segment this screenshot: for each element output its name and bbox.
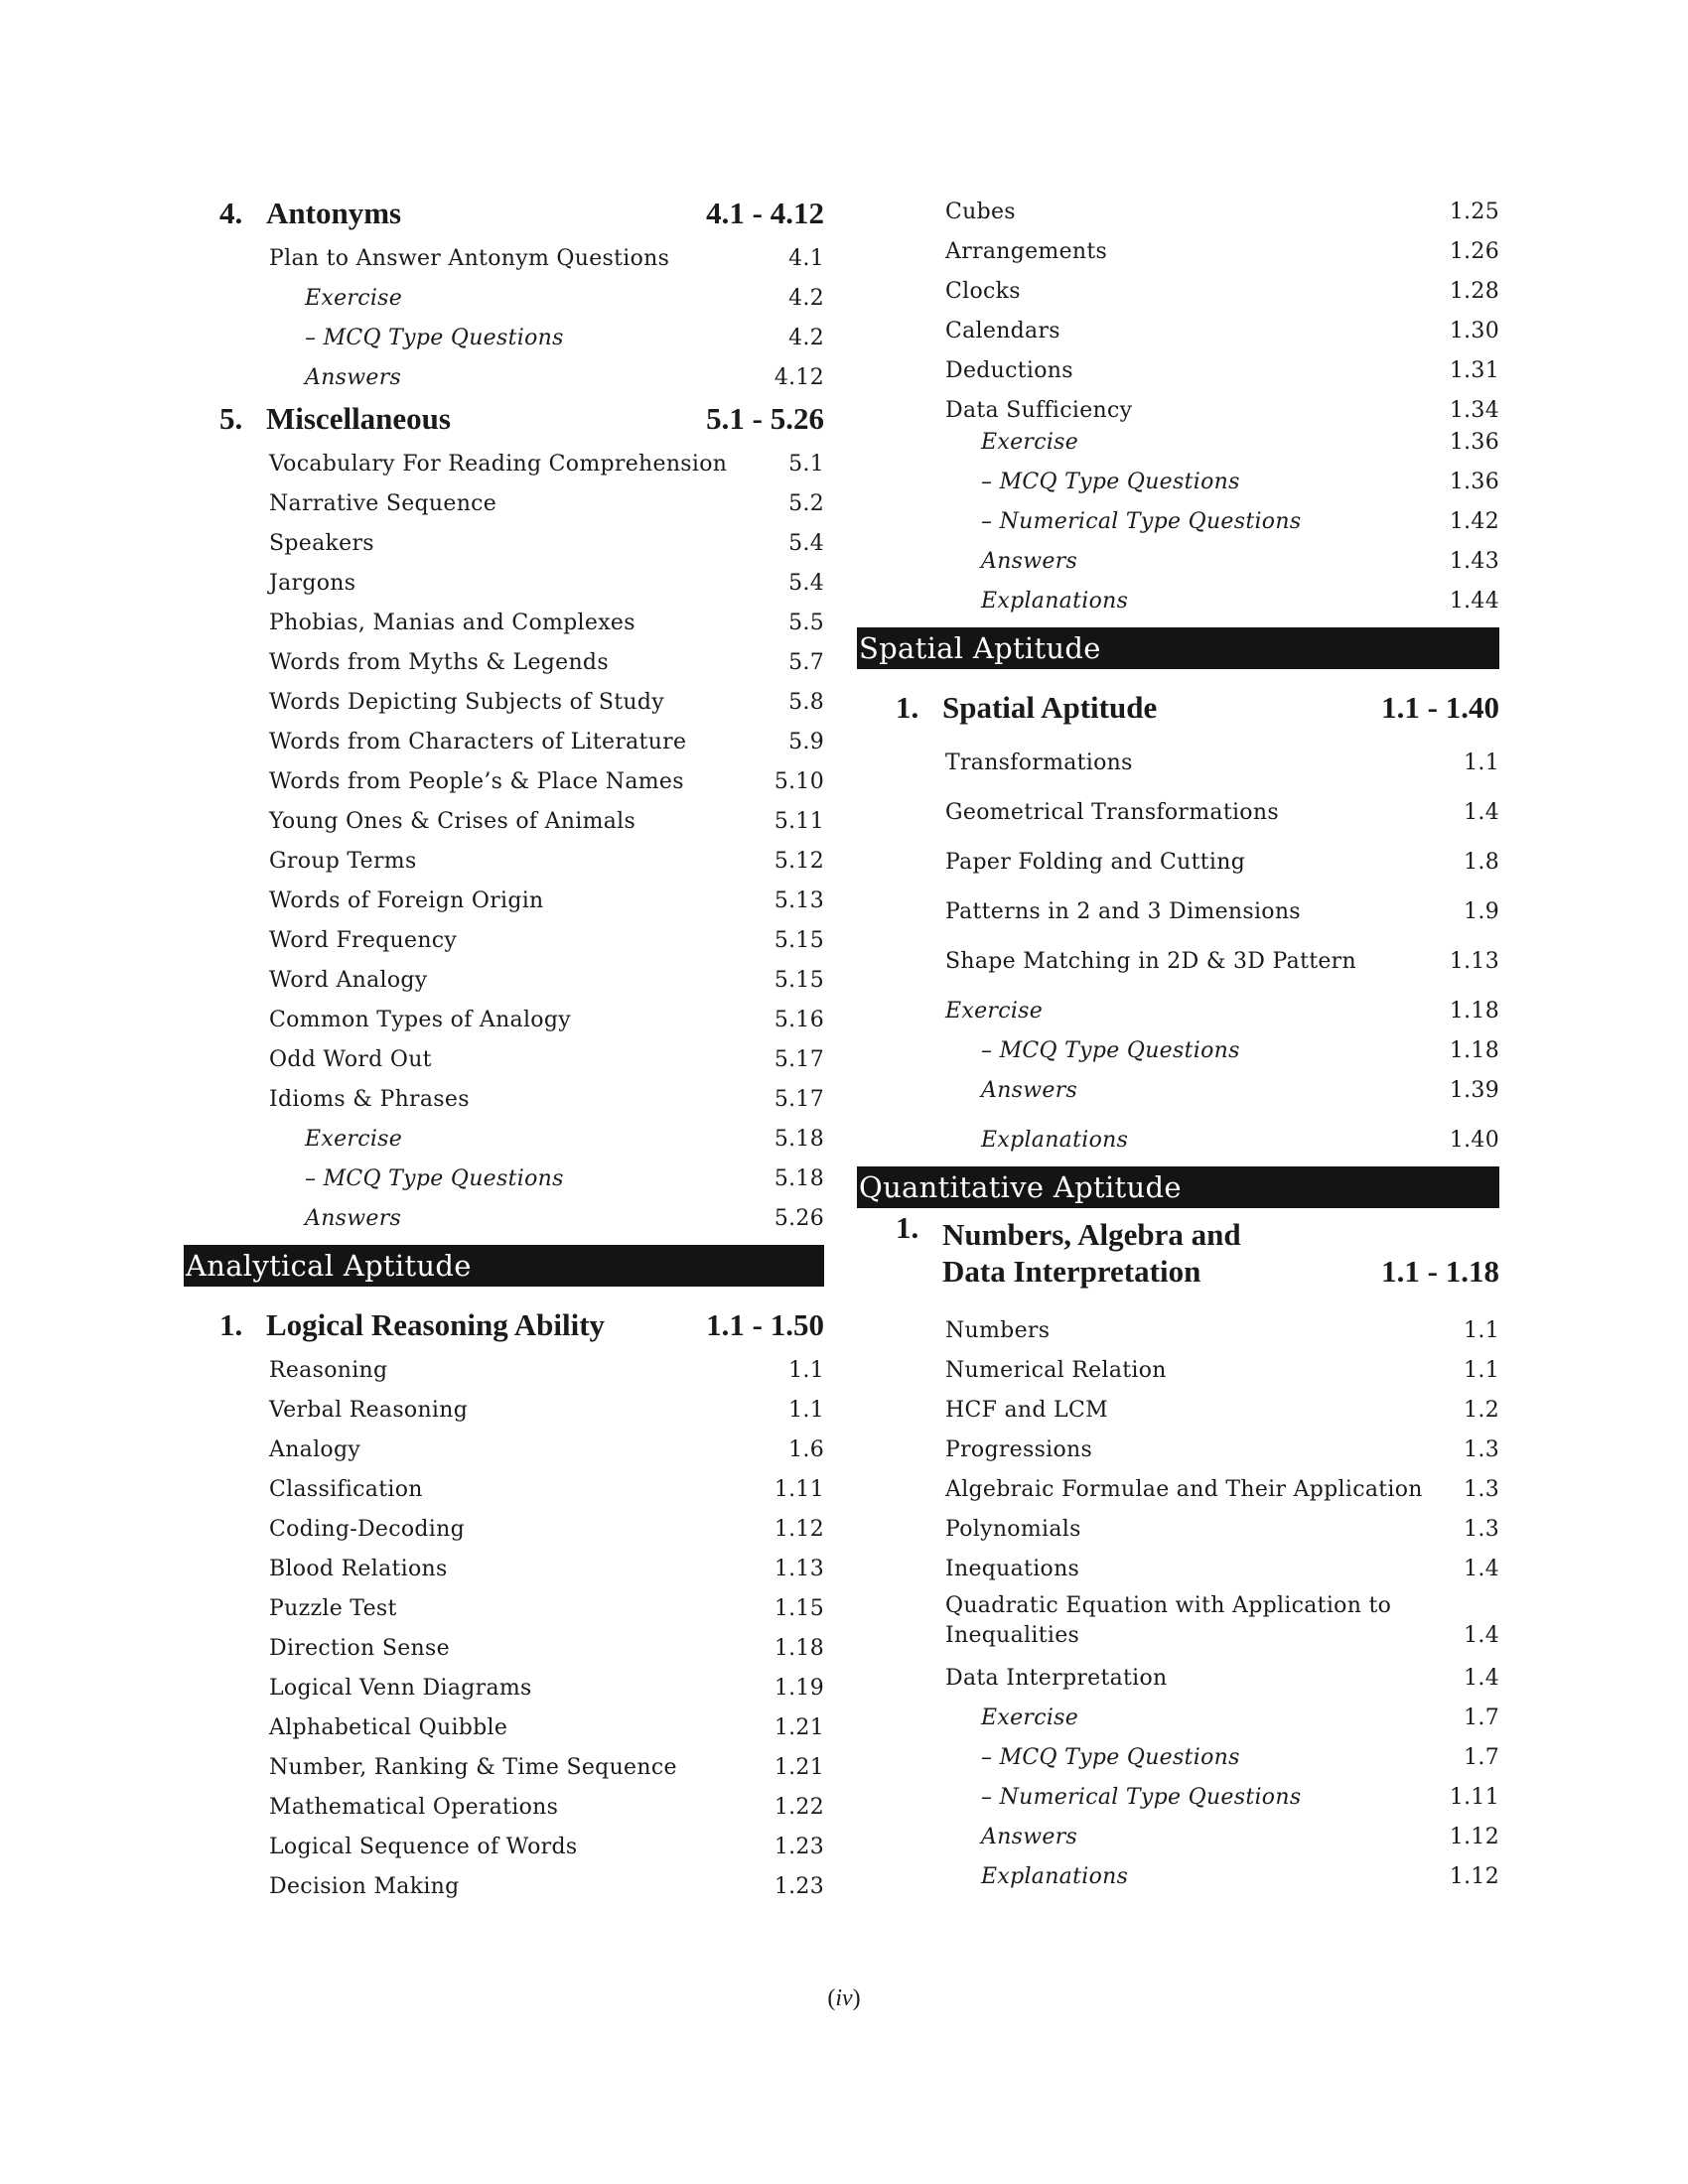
toc-entry-answers[interactable]: Answers 1.39	[981, 1078, 1499, 1103]
chapter-title: Spatial Aptitude	[942, 690, 1158, 725]
toc-entry[interactable]: Shape Matching in 2D & 3D Pattern 1.13	[945, 949, 1499, 974]
toc-entry-exercise[interactable]: Exercise 1.36	[981, 430, 1499, 455]
toc-entry[interactable]: Data Interpretation 1.4	[945, 1666, 1499, 1691]
toc-entry[interactable]: Number, Ranking & Time Sequence 1.21	[269, 1755, 824, 1780]
toc-entry-explanations[interactable]: Explanations 1.40	[981, 1128, 1499, 1153]
toc-entry[interactable]: Idioms & Phrases 5.17	[269, 1087, 824, 1112]
toc-entry[interactable]: Group Terms 5.12	[269, 849, 824, 874]
toc-entry[interactable]: Plan to Answer Antonym Questions 4.1	[269, 246, 824, 271]
toc-entry[interactable]: Numbers 1.1	[945, 1318, 1499, 1343]
toc-entry[interactable]: Data Sufficiency 1.34	[945, 398, 1499, 423]
toc-entry[interactable]: Calendars 1.30	[945, 319, 1499, 343]
toc-entry[interactable]: Blood Relations 1.13	[269, 1557, 824, 1581]
toc-right-column	[860, 185, 1499, 1889]
toc-entry[interactable]: Progressions 1.3	[945, 1437, 1499, 1462]
chapter-number: 1.	[896, 1210, 919, 1245]
toc-left-column	[184, 185, 824, 1899]
toc-entry[interactable]: Decision Making 1.23	[269, 1874, 824, 1899]
toc-entry[interactable]: Puzzle Test 1.15	[269, 1596, 824, 1621]
toc-entry-explanations[interactable]: Explanations 1.44	[981, 589, 1499, 614]
toc-entry-mcq[interactable]: – MCQ Type Questions 5.18	[305, 1166, 824, 1191]
toc-entry[interactable]: Logical Sequence of Words 1.23	[269, 1835, 824, 1859]
toc-entry[interactable]: Numerical Relation 1.1	[945, 1358, 1499, 1383]
toc-entry-mcq[interactable]: – MCQ Type Questions 1.36	[981, 470, 1499, 494]
toc-entry[interactable]: Reasoning 1.1	[269, 1358, 824, 1383]
toc-entry[interactable]: Word Analogy 5.15	[269, 968, 824, 993]
toc-entry[interactable]: Arrangements 1.26	[945, 239, 1499, 264]
section-header-spatial-aptitude: Spatial Aptitude	[857, 627, 1499, 669]
chapter-title: Logical Reasoning Ability	[266, 1307, 606, 1342]
chapter-heading-logical-reasoning[interactable]	[184, 1297, 824, 1343]
chapter-page-range: 1.1 - 1.40	[1381, 690, 1499, 725]
chapter-page-range: 5.1 - 5.26	[706, 401, 824, 436]
toc-entry[interactable]: Verbal Reasoning 1.1	[269, 1398, 824, 1423]
toc-entry[interactable]: Speakers 5.4	[269, 531, 824, 556]
toc-entry[interactable]: Words of Foreign Origin 5.13	[269, 888, 824, 913]
toc-entry[interactable]: Coding-Decoding 1.12	[269, 1517, 824, 1542]
chapter-title-line-1: Numbers, Algebra and	[942, 1217, 1241, 1252]
section-header-analytical-aptitude: Analytical Aptitude	[184, 1245, 824, 1287]
chapter-title: Miscellaneous	[266, 401, 451, 436]
toc-entry[interactable]: Quadratic Equation with Application to Inequalities 1.4	[945, 1593, 1499, 1648]
toc-entry-exercise[interactable]: Exercise 4.2	[305, 286, 824, 311]
toc-entry[interactable]: Words from Myths & Legends 5.7	[269, 650, 824, 675]
toc-entry[interactable]: Mathematical Operations 1.22	[269, 1795, 824, 1820]
toc-entry-exercise[interactable]: Exercise 5.18	[305, 1127, 824, 1152]
toc-entry[interactable]: Jargons 5.4	[269, 571, 824, 596]
toc-entry[interactable]: Algebraic Formulae and Their Application 1.3	[945, 1477, 1499, 1502]
page-number: (iv)	[827, 1985, 861, 2011]
toc-entry[interactable]: Analogy 1.6	[269, 1437, 824, 1462]
toc-entry[interactable]: Phobias, Manias and Complexes 5.5	[269, 611, 824, 635]
chapter-heading-antonyms[interactable]	[184, 185, 824, 231]
chapter-page-range: 1.1 - 1.50	[706, 1307, 824, 1342]
toc-entry[interactable]: Words from Characters of Literature 5.9	[269, 730, 824, 754]
toc-entry[interactable]: Patterns in 2 and 3 Dimensions 1.9	[945, 899, 1499, 924]
chapter-page-range: 1.1 - 1.18	[1381, 1254, 1499, 1289]
toc-entry[interactable]: HCF and LCM 1.2	[945, 1398, 1499, 1423]
toc-entry-exercise[interactable]: Exercise 1.18	[945, 999, 1499, 1024]
toc-entry[interactable]: Direction Sense 1.18	[269, 1636, 824, 1661]
chapter-number: 1.	[896, 690, 919, 725]
toc-entry-numerical[interactable]: – Numerical Type Questions 1.42	[981, 509, 1499, 534]
toc-entry[interactable]: Inequations 1.4	[945, 1557, 1499, 1581]
section-header-quantitative-aptitude: Quantitative Aptitude	[857, 1166, 1499, 1208]
chapter-title	[942, 1216, 1381, 1290]
toc-entry-explanations[interactable]: Explanations 1.12	[981, 1864, 1499, 1889]
toc-entry[interactable]: Vocabulary For Reading Comprehension 5.1	[269, 452, 824, 477]
toc-entry-answers[interactable]: Answers 4.12	[305, 365, 824, 390]
chapter-heading-miscellaneous[interactable]	[184, 390, 824, 437]
chapter-page-range: 4.1 - 4.12	[706, 196, 824, 230]
toc-entry[interactable]: Geometrical Transformations 1.4	[945, 800, 1499, 825]
toc-entry[interactable]: Word Frequency 5.15	[269, 928, 824, 953]
toc-entry[interactable]: Words from People’s & Place Names 5.10	[269, 769, 824, 794]
toc-entry[interactable]: Odd Word Out 5.17	[269, 1047, 824, 1072]
toc-entry-answers[interactable]: Answers 5.26	[305, 1206, 824, 1231]
toc-entry[interactable]: Young Ones & Crises of Animals 5.11	[269, 809, 824, 834]
toc-entry[interactable]: Cubes 1.25	[945, 200, 1499, 224]
toc-entry-mcq[interactable]: – MCQ Type Questions 1.7	[981, 1745, 1499, 1770]
chapter-heading-spatial-aptitude[interactable]	[860, 679, 1499, 726]
toc-entry[interactable]: Clocks 1.28	[945, 279, 1499, 304]
toc-entry[interactable]: Logical Venn Diagrams 1.19	[269, 1676, 824, 1701]
toc-entry-answers[interactable]: Answers 1.43	[981, 549, 1499, 574]
toc-entry[interactable]: Words Depicting Subjects of Study 5.8	[269, 690, 824, 715]
chapter-number: 4.	[219, 196, 243, 230]
toc-entry[interactable]: Polynomials 1.3	[945, 1517, 1499, 1542]
chapter-title-line-2: Data Interpretation	[942, 1254, 1201, 1289]
chapter-number: 1.	[219, 1307, 243, 1342]
toc-entry-exercise[interactable]: Exercise 1.7	[981, 1706, 1499, 1730]
toc-entry-numerical[interactable]: – Numerical Type Questions 1.11	[981, 1785, 1499, 1810]
chapter-number: 5.	[219, 401, 243, 436]
toc-entry[interactable]: Narrative Sequence 5.2	[269, 491, 824, 516]
toc-entry-mcq[interactable]: – MCQ Type Questions 1.18	[981, 1038, 1499, 1063]
toc-entry-answers[interactable]: Answers 1.12	[981, 1825, 1499, 1849]
toc-entry[interactable]: Transformations 1.1	[945, 751, 1499, 775]
toc-entry-mcq[interactable]: – MCQ Type Questions 4.2	[305, 326, 824, 350]
toc-entry[interactable]: Alphabetical Quibble 1.21	[269, 1715, 824, 1740]
toc-entry[interactable]: Classification 1.11	[269, 1477, 824, 1502]
toc-entry[interactable]: Paper Folding and Cutting 1.8	[945, 850, 1499, 875]
toc-entry[interactable]: Deductions 1.31	[945, 358, 1499, 383]
toc-entry[interactable]: Common Types of Analogy 5.16	[269, 1008, 824, 1032]
chapter-title: Antonyms	[266, 196, 402, 230]
chapter-heading-numbers-algebra[interactable]	[860, 1210, 1499, 1290]
page-number-value: iv	[835, 1985, 853, 2011]
